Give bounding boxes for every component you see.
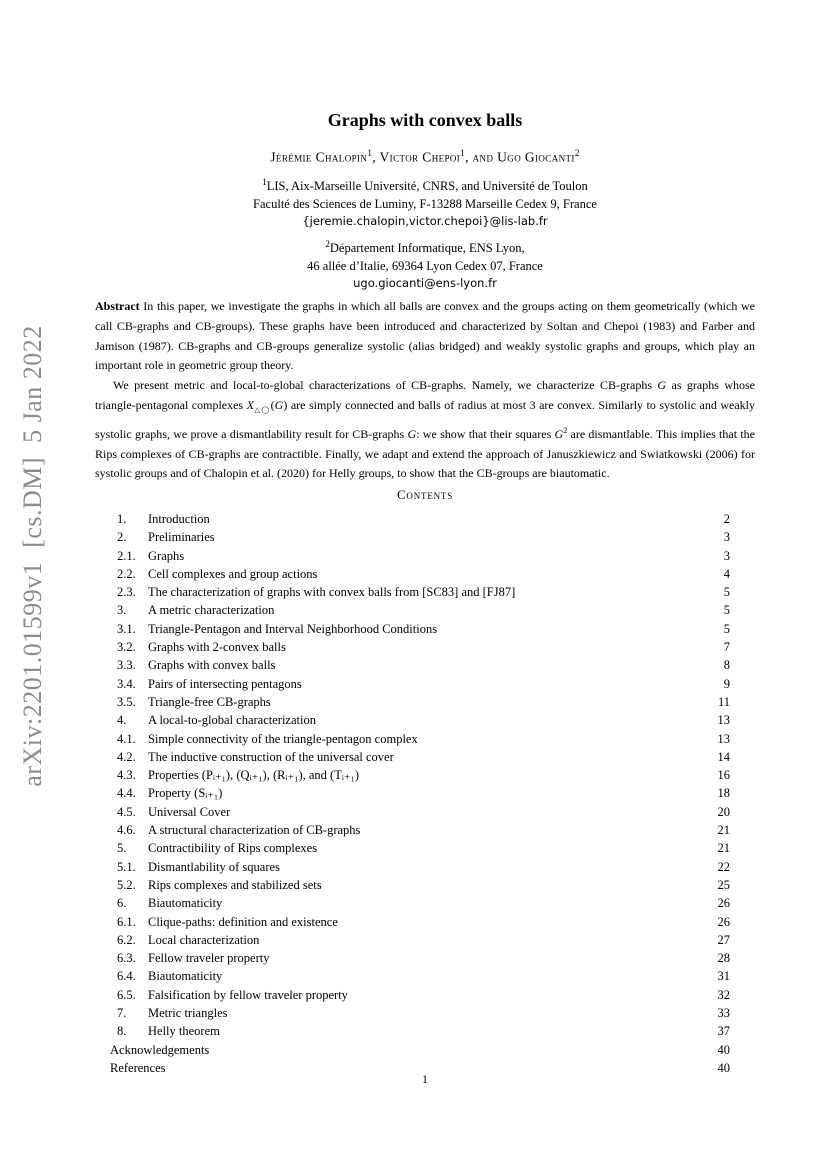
toc-entry-number: 3.5. (117, 694, 136, 709)
toc-entry-number: 4.5. (117, 804, 136, 819)
toc-entry-page: 28 (717, 951, 730, 966)
toc-entry-label: Biautomaticity (148, 969, 223, 984)
arxiv-stamp: arXiv:2201.01599v1 [cs.DM] 5 Jan 2022 (18, 325, 47, 787)
toc-leader (184, 547, 724, 565)
toc-entry-page: 2 (723, 512, 730, 526)
contents-heading: Contents (396, 487, 454, 502)
toc-entry-page: 26 (717, 914, 730, 929)
toc-leader (317, 839, 717, 857)
abstract-paragraph-1 (95, 297, 755, 376)
affiliation-email: {jeremie.chalopin,victor.chepoi}@lis-lab.fr (302, 214, 548, 229)
toc-row (110, 638, 730, 656)
toc-leader (220, 1022, 718, 1040)
toc-row (110, 547, 730, 565)
toc-entry-label: Acknowledgements (110, 1042, 210, 1057)
toc-entry-number: 5.1. (117, 859, 136, 874)
toc-entry-label: Properties (Pᵢ₊₁), (Qᵢ₊₁), (Rᵢ₊₁), and (Tᵢ₊₁) (148, 768, 359, 783)
toc-entry-number: 6.2. (117, 932, 136, 947)
toc-row (110, 1004, 730, 1022)
toc-leader (259, 931, 717, 949)
toc-row (110, 821, 730, 839)
toc-entry-label: Triangle-free CB-graphs (148, 694, 271, 709)
toc-entry-page: 8 (723, 658, 730, 673)
toc-leader (394, 748, 718, 766)
toc-entry-page: 21 (717, 841, 730, 856)
author-affiliation-mark: 2 (574, 148, 580, 158)
affiliation-line: Faculté des Sciences de Luminy, F-13288 Marseille Cedex 9, France (253, 196, 597, 211)
toc-entry-page: 5 (723, 621, 730, 636)
toc-row (110, 528, 730, 546)
toc-entry-label: The inductive construction of the universal cover (148, 749, 394, 764)
toc-entry-number: 3.3. (117, 658, 136, 673)
toc-row (110, 730, 730, 748)
toc-entry-label: A local-to-global characterization (148, 713, 316, 728)
toc-entry-page: 18 (717, 786, 730, 801)
toc-entry-page: 5 (723, 585, 730, 600)
toc-entry-label: A structural characterization of CB-graphs (148, 823, 361, 838)
toc-entry-number: 4. (117, 713, 127, 728)
toc-entry-number: 2.2. (117, 566, 136, 581)
toc-entry-number: 4.1. (117, 731, 136, 746)
abstract-text: ( (270, 397, 275, 412)
toc-entry-page: 20 (717, 804, 730, 819)
toc-entry-page: 13 (717, 731, 730, 746)
toc-entry-number: 2.1. (117, 548, 136, 563)
toc-entry-label: Preliminaries (148, 530, 215, 545)
toc-row (110, 748, 730, 766)
author-separator: , (372, 149, 380, 165)
toc-entry-page: 7 (723, 640, 730, 655)
toc-leader (360, 821, 717, 839)
toc-entry-number: 3.4. (117, 676, 136, 691)
abstract-text: as graphs whose triangle-pentagonal complexes (95, 378, 756, 412)
abstract-text: ) are simply connected and balls of radius at most 3 are convex. Similarly to systolic and weakly systolic graphs, we prove a dismantlability result for CB-graphs (95, 397, 756, 441)
toc-row (110, 565, 730, 583)
abstract-paragraph-2 (95, 376, 755, 484)
abstract-label: Abstract (95, 299, 140, 313)
math-variable: G (657, 378, 667, 393)
toc-entry-page: 14 (717, 749, 730, 764)
toc-leader (275, 656, 723, 674)
toc-entry-number: 8. (117, 1024, 127, 1039)
toc-leader (230, 803, 717, 821)
toc-entry-number: 3.1. (117, 621, 136, 636)
toc-entry-number: 5. (117, 841, 127, 856)
affiliation-line (95, 236, 755, 258)
abstract-text: In this paper, we investigate the graphs in which all balls are convex and the groups acting on them geometrically (which we call CB-graphs and CB-groups). These graphs have been introduced and characterized by Soltan and Chepoi (1983) and Farber and Jamison (1987). CB-graphs and CB-groups generalize systolic (alias bridged) and weakly systolic graphs and groups, which play an important role in geometric group theory. (95, 299, 755, 373)
toc-entry-number: 6. (117, 896, 127, 911)
toc-entry-label: Cell complexes and group actions (148, 566, 318, 581)
toc-entry-page: 40 (717, 1042, 730, 1057)
toc-entry-label: Graphs with 2-convex balls (148, 640, 286, 655)
toc-entry-label: Triangle-Pentagon and Interval Neighborhood Conditions (148, 621, 438, 636)
toc-entry-label: The characterization of graphs with convex balls from [SC83] and [FJ87] (148, 585, 516, 600)
author-name: Victor Chepoi (379, 149, 461, 165)
toc-entry-number: 3.2. (117, 640, 136, 655)
toc-leader (418, 730, 718, 748)
toc-leader (348, 986, 718, 1004)
toc-row (110, 656, 730, 674)
toc-entry-label: References (110, 1060, 166, 1075)
abstract-text: : we show that their squares (416, 426, 555, 441)
affiliation-text: Département Informatique, ENS Lyon, (329, 241, 525, 256)
toc-entry-label: Biautomaticity (148, 896, 223, 911)
toc-row (110, 986, 730, 1004)
toc-entry-page: 11 (717, 694, 730, 709)
toc-entry-page: 32 (717, 987, 730, 1002)
toc-entry-label: Introduction (148, 512, 210, 526)
toc-entry-page: 37 (717, 1024, 730, 1039)
toc-entry-number: 2. (117, 530, 127, 545)
toc-entry-label: Metric triangles (148, 1006, 228, 1021)
toc-leader (215, 528, 724, 546)
toc-row (110, 967, 730, 985)
toc-entry-number: 4.6. (117, 823, 136, 838)
math-variable: G (407, 426, 417, 441)
toc-entry-number: 2.3. (117, 585, 136, 600)
toc-entry-number: 6.5. (117, 987, 136, 1002)
toc-entry-page: 16 (717, 768, 730, 783)
toc-entry-label: Property (Sᵢ₊₁) (148, 786, 223, 801)
toc-row (110, 858, 730, 876)
toc-entry-page: 21 (717, 823, 730, 838)
toc-row (110, 803, 730, 821)
toc-leader (286, 638, 724, 656)
author-affiliation-mark: 1 (367, 148, 373, 158)
toc-entry-label: Universal Cover (148, 804, 231, 819)
toc-entry-label: Helly theorem (148, 1024, 220, 1039)
authors-line (95, 148, 755, 166)
toc-entry-label: Graphs with convex balls (148, 658, 276, 673)
toc-leader (280, 858, 718, 876)
toc-entry-page: 22 (717, 859, 730, 874)
toc-leader (317, 565, 723, 583)
affiliation-line: 46 allée d’Italie, 69364 Lyon Cedex 07, France (307, 258, 543, 273)
toc-entry-label: Falsification by fellow traveler property (148, 987, 348, 1002)
toc-leader (359, 766, 718, 784)
affiliation-mark: 2 (325, 239, 330, 249)
toc-entry-number: 6.4. (117, 969, 136, 984)
toc-row (110, 510, 730, 528)
math-subscript-triangle-pentagon: △◯ (253, 405, 271, 414)
affiliation-1 (95, 174, 755, 231)
toc-entry-number: 1. (117, 512, 127, 526)
toc-row (110, 894, 730, 912)
toc-leader (437, 620, 724, 638)
page-number: 1 (422, 1072, 428, 1086)
math-superscript: 2 (563, 425, 568, 435)
toc-leader (338, 913, 718, 931)
math-variable: G (554, 426, 564, 441)
toc-entry-label: Contractibility of Rips complexes (148, 841, 318, 856)
toc-row (110, 766, 730, 784)
toc-entry-label: Local characterization (148, 932, 260, 947)
toc-entry-number: 7. (117, 1006, 127, 1021)
affiliation-email: ugo.giocanti@ens-lyon.fr (353, 276, 497, 291)
toc-leader (316, 711, 718, 729)
toc-row (110, 949, 730, 967)
toc-entry-page: 33 (717, 1006, 730, 1021)
toc-leader (269, 949, 717, 967)
toc-row (110, 784, 730, 802)
toc-entry-number: 4.2. (117, 749, 136, 764)
toc-row (110, 675, 730, 693)
toc-entry-label: Graphs (148, 548, 185, 563)
table-of-contents (110, 510, 730, 1077)
abstract-text: We present metric and local-to-global characterizations of CB-graphs. Namely, we characterize CB-graphs (113, 378, 658, 393)
toc-row (110, 839, 730, 857)
toc-entry-number: 6.1. (117, 914, 136, 929)
toc-row (110, 913, 730, 931)
author-affiliation-mark: 1 (460, 148, 466, 158)
toc-entry-page: 9 (723, 676, 730, 691)
toc-row (110, 1041, 730, 1059)
toc-row (110, 876, 730, 894)
affiliation-line (95, 174, 755, 196)
toc-row (110, 693, 730, 711)
toc-row (110, 1022, 730, 1040)
toc-row (110, 601, 730, 619)
author-separator: , and (465, 149, 498, 165)
toc-entry-page: 27 (717, 932, 730, 947)
toc-leader (210, 510, 724, 528)
affiliation-2 (95, 236, 755, 293)
toc-entry-label: Fellow traveler property (148, 951, 270, 966)
toc-entry-page: 25 (717, 877, 730, 892)
toc-entry-label: Pairs of intersecting pentagons (148, 676, 302, 691)
abstract-text: are dismantlable. This implies that the Rips complexes of CB-graphs are contractible. Finally, we adapt and extend the approach of Januszkiewicz and Swiatkowski (2006) for systolic groups and of Chalopin et al. (2020) for Helly groups, to show that the CB-groups are biautomatic. (95, 426, 755, 481)
toc-entry-label: Clique-paths: definition and existence (148, 914, 338, 929)
toc-leader (222, 784, 717, 802)
math-variable: X (246, 397, 254, 412)
toc-row (110, 583, 730, 601)
toc-leader (322, 876, 718, 894)
paper-title: Graphs with convex balls (327, 110, 523, 130)
toc-entry-label: Simple connectivity of the triangle-pentagon complex (148, 731, 418, 746)
affiliation-mark: 1 (262, 177, 267, 187)
toc-leader (222, 967, 717, 985)
toc-entry-label: A metric characterization (148, 603, 275, 618)
toc-leader (222, 894, 717, 912)
toc-entry-page: 40 (717, 1060, 730, 1075)
toc-entry-number: 6.3. (117, 951, 136, 966)
toc-entry-page: 13 (717, 713, 730, 728)
toc-entry-number: 3. (117, 603, 127, 618)
toc-row (110, 620, 730, 638)
affiliation-text: LIS, Aix-Marseille Université, CNRS, and Université de Toulon (266, 179, 588, 194)
toc-entry-number: 4.4. (117, 786, 136, 801)
toc-entry-page: 26 (717, 896, 730, 911)
toc-leader (274, 601, 723, 619)
toc-entry-page: 5 (723, 603, 730, 618)
toc-row (110, 711, 730, 729)
toc-leader (515, 583, 723, 601)
toc-entry-page: 3 (723, 548, 730, 563)
toc-leader (228, 1004, 718, 1022)
toc-entry-page: 31 (717, 969, 730, 984)
toc-row (110, 931, 730, 949)
toc-entry-page: 4 (723, 566, 730, 581)
abstract (95, 297, 755, 484)
author-name: Ugo Giocanti (497, 149, 575, 165)
math-variable: G (274, 397, 284, 412)
toc-entry-label: Rips complexes and stabilized sets (148, 877, 322, 892)
toc-entry-page: 3 (723, 530, 730, 545)
toc-leader (209, 1041, 717, 1059)
toc-entry-number: 4.3. (117, 768, 136, 783)
toc-leader (271, 693, 718, 711)
toc-entry-label: Dismantlability of squares (148, 859, 280, 874)
author-name: Jérémie Chalopin (270, 149, 368, 165)
toc-entry-number: 5.2. (117, 877, 136, 892)
toc-leader (302, 675, 724, 693)
